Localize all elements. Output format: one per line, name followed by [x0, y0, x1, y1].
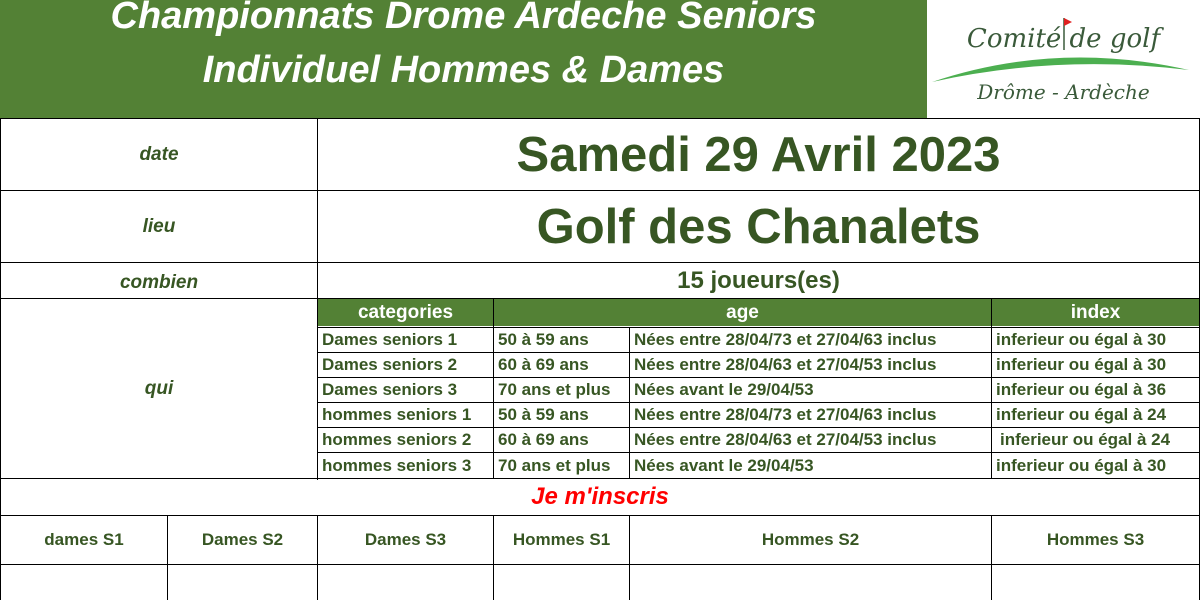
signup-entry-dames-s1[interactable] — [1, 565, 167, 600]
category-cell: Dames seniors 3 — [322, 380, 458, 399]
combien-value: 15 joueurs(es) — [677, 266, 840, 294]
birth-range-cell: Nées entre 28/04/73 et 27/04/63 inclus — [634, 405, 937, 424]
lieu-value: Golf des Chanalets — [536, 199, 981, 254]
category-cell: hommes seniors 3 — [322, 455, 472, 475]
birth-range-cell: Nées avant le 29/04/53 — [634, 455, 814, 475]
age-cell: 60 à 69 ans — [498, 355, 589, 374]
date-value: Samedi 29 Avril 2023 — [516, 127, 1001, 182]
index-cell: inferieur ou égal à 24 — [996, 405, 1167, 424]
category-cell: Dames seniors 2 — [322, 355, 458, 374]
signup-col-dames-s1: dames S1 — [44, 530, 124, 549]
col-header-categories: categories — [318, 299, 493, 326]
logo-top-text: Comité de golf — [966, 24, 1161, 54]
index-cell: inferieur ou égal à 36 — [996, 380, 1167, 399]
signup-col-dames-s3: Dames S3 — [364, 530, 447, 549]
age-cell: 70 ans et plus — [498, 380, 611, 399]
index-cell: inferieur ou égal à 24 — [1000, 430, 1171, 449]
signup-entry-hommes-s3[interactable] — [992, 565, 1199, 600]
logo-bottom-text: Drôme - Ardèche — [977, 80, 1150, 104]
category-cell: hommes seniors 2 — [322, 430, 472, 449]
age-cell: 50 à 59 ans — [498, 330, 589, 349]
age-cell: 70 ans et plus — [498, 455, 611, 475]
birth-range-cell: Nées entre 28/04/73 et 27/04/63 inclus — [634, 330, 937, 349]
index-cell: inferieur ou égal à 30 — [996, 330, 1167, 349]
qui-label: qui — [144, 378, 174, 399]
index-cell: inferieur ou égal à 30 — [996, 355, 1167, 374]
signup-entry-dames-s3[interactable] — [318, 565, 493, 600]
col-header-index: index — [992, 299, 1199, 326]
signup-col-hommes-s3: Hommes S3 — [1046, 530, 1145, 549]
signup-entry-hommes-s2[interactable] — [630, 565, 991, 600]
signup-col-hommes-s2: Hommes S2 — [761, 530, 860, 549]
lieu-label: lieu — [142, 215, 176, 237]
signup-col-hommes-s1: Hommes S1 — [512, 530, 611, 549]
signup-entry-hommes-s1[interactable] — [494, 565, 629, 600]
signup-col-dames-s2: Dames S2 — [201, 530, 284, 549]
signup-entry-dames-s2[interactable] — [168, 565, 317, 600]
age-cell: 50 à 59 ans — [498, 405, 589, 424]
age-cell: 60 à 69 ans — [498, 430, 589, 449]
birth-range-cell: Nées entre 28/04/63 et 27/04/53 inclus — [634, 355, 937, 374]
logo — [927, 0, 1200, 118]
birth-range-cell: Nées avant le 29/04/53 — [634, 380, 814, 399]
category-cell: hommes seniors 1 — [322, 405, 472, 424]
birth-range-cell: Nées entre 28/04/63 et 27/04/53 inclus — [634, 430, 937, 449]
category-cell: Dames seniors 1 — [322, 330, 458, 349]
signup-heading: Je m'inscris — [531, 483, 669, 510]
col-header-age: age — [494, 299, 991, 326]
date-label: date — [139, 143, 179, 165]
title-line-1: Championnats Drome Ardeche Seniors — [110, 0, 817, 37]
combien-label: combien — [119, 272, 199, 293]
title-banner — [0, 0, 927, 118]
title-line-2: Individuel Hommes & Dames — [202, 49, 725, 91]
index-cell: inferieur ou égal à 30 — [996, 455, 1167, 475]
